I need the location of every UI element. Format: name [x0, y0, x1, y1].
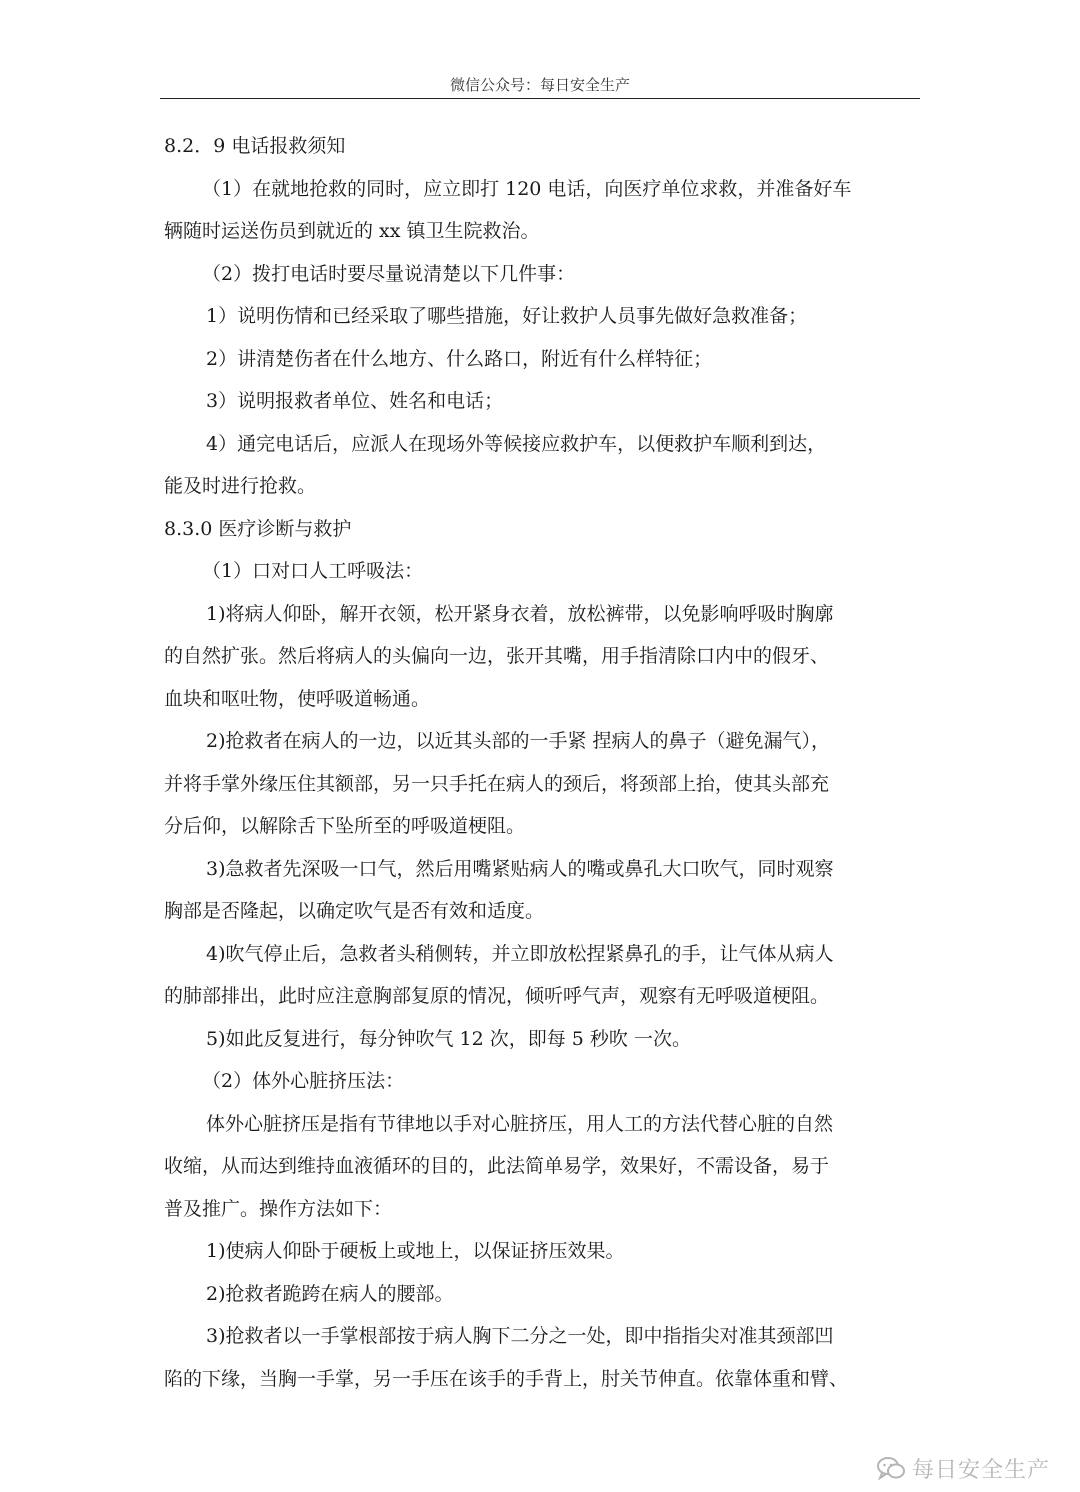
text-line: （2）拨打电话时要尽量说清楚以下几件事： [202, 262, 576, 285]
wechat-icon [876, 1456, 906, 1482]
text-line: 1）说明伤情和已经采取了哪些措施，好让救护人员事先做好急救准备； [206, 305, 808, 327]
section-heading: 8.3.0 医疗诊断与救护 [164, 517, 352, 540]
text-line: 4）通完电话后，应派人在现场外等候接应救护车，以便救护车顺利到达， [206, 432, 827, 455]
text-line: 2)抢救者在病人的一边，以近其头部的一手紧 捏病人的鼻子（避免漏气）， [206, 730, 831, 752]
text-line: 2)抢救者跪跨在病人的腰部。 [206, 1282, 454, 1305]
text-line: （1）口对口人工呼吸法： [202, 560, 424, 582]
text-line: 2）讲清楚伤者在什么地方、什么路口，附近有什么样特征； [206, 347, 713, 370]
document-body [164, 125, 916, 1400]
text-line: 的肺部排出，此时应注意胸部复原的情况，倾听呼气声，观察有无呼吸道梗阻。 [164, 985, 830, 1007]
text-line: 3)抢救者以一手掌根部按于病人胸下二分之一处，即中指指尖对准其颈部凹 [206, 1325, 834, 1347]
text-line: 5)如此反复进行，每分钟吹气 12 次，即每 5 秒吹 一次。 [206, 1027, 691, 1050]
text-line: 陷的下缘，当胸一手掌，另一手压在该手的手背上，肘关节伸直。依靠体重和臂、 [164, 1367, 849, 1390]
text-line: 能及时进行抢救。 [164, 475, 317, 497]
watermark [876, 1453, 1050, 1484]
text-line: 胸部是否隆起，以确定吹气是否有效和适度。 [164, 900, 545, 922]
text-line: 普及推广。操作方法如下： [164, 1197, 393, 1220]
text-line: 4)吹气停止后，急救者头稍侧转，并立即放松捏紧鼻孔的手，让气体从病人 [206, 942, 834, 965]
page-header: 微信公众号：每日安全生产 [449, 76, 630, 94]
watermark-label: 每日安全生产 [911, 1458, 1050, 1483]
text-line: 1)将病人仰卧，解开衣领，松开紧身衣着，放松裤带，以免影响呼吸时胸廓 [206, 602, 834, 625]
text-line: 收缩，从而达到维持血液循环的目的，此法简单易学，效果好，不需设备，易于 [164, 1155, 830, 1177]
text-line: 分后仰，以解除舌下坠所至的呼吸道梗阻。 [164, 815, 526, 837]
header-divider [160, 98, 920, 99]
text-line: 并将手掌外缘压住其额部，另一只手托在病人的颈后，将颈部上抬，使其头部充 [164, 772, 830, 795]
text-line: 血块和呕吐物，使呼吸道畅通。 [164, 687, 431, 710]
text-line: （1）在就地抢救的同时，应立即打 120 电话，向医疗单位求救，并准备好车 [202, 177, 852, 200]
text-line: 3）说明报救者单位、姓名和电话； [206, 390, 504, 412]
text-line: 3)急救者先深吸一口气，然后用嘴紧贴病人的嘴或鼻孔大口吹气，同时观察 [206, 857, 834, 880]
text-line: 1)使病人仰卧于硬板上或地上，以保证挤压效果。 [206, 1240, 625, 1262]
text-line: 体外心脏挤压是指有节律地以手对心脏挤压，用人工的方法代替心脏的自然 [206, 1112, 834, 1135]
text-line: （2）体外心脏挤压法： [202, 1070, 405, 1092]
section-heading: 8.2．9 电话报救须知 [164, 135, 346, 157]
text-line: 辆随时运送伤员到就近的 xx 镇卫生院救治。 [164, 220, 540, 242]
text-line: 的自然扩张。然后将病人的头偏向一边，张开其嘴，用手指清除口内中的假牙、 [164, 645, 830, 667]
